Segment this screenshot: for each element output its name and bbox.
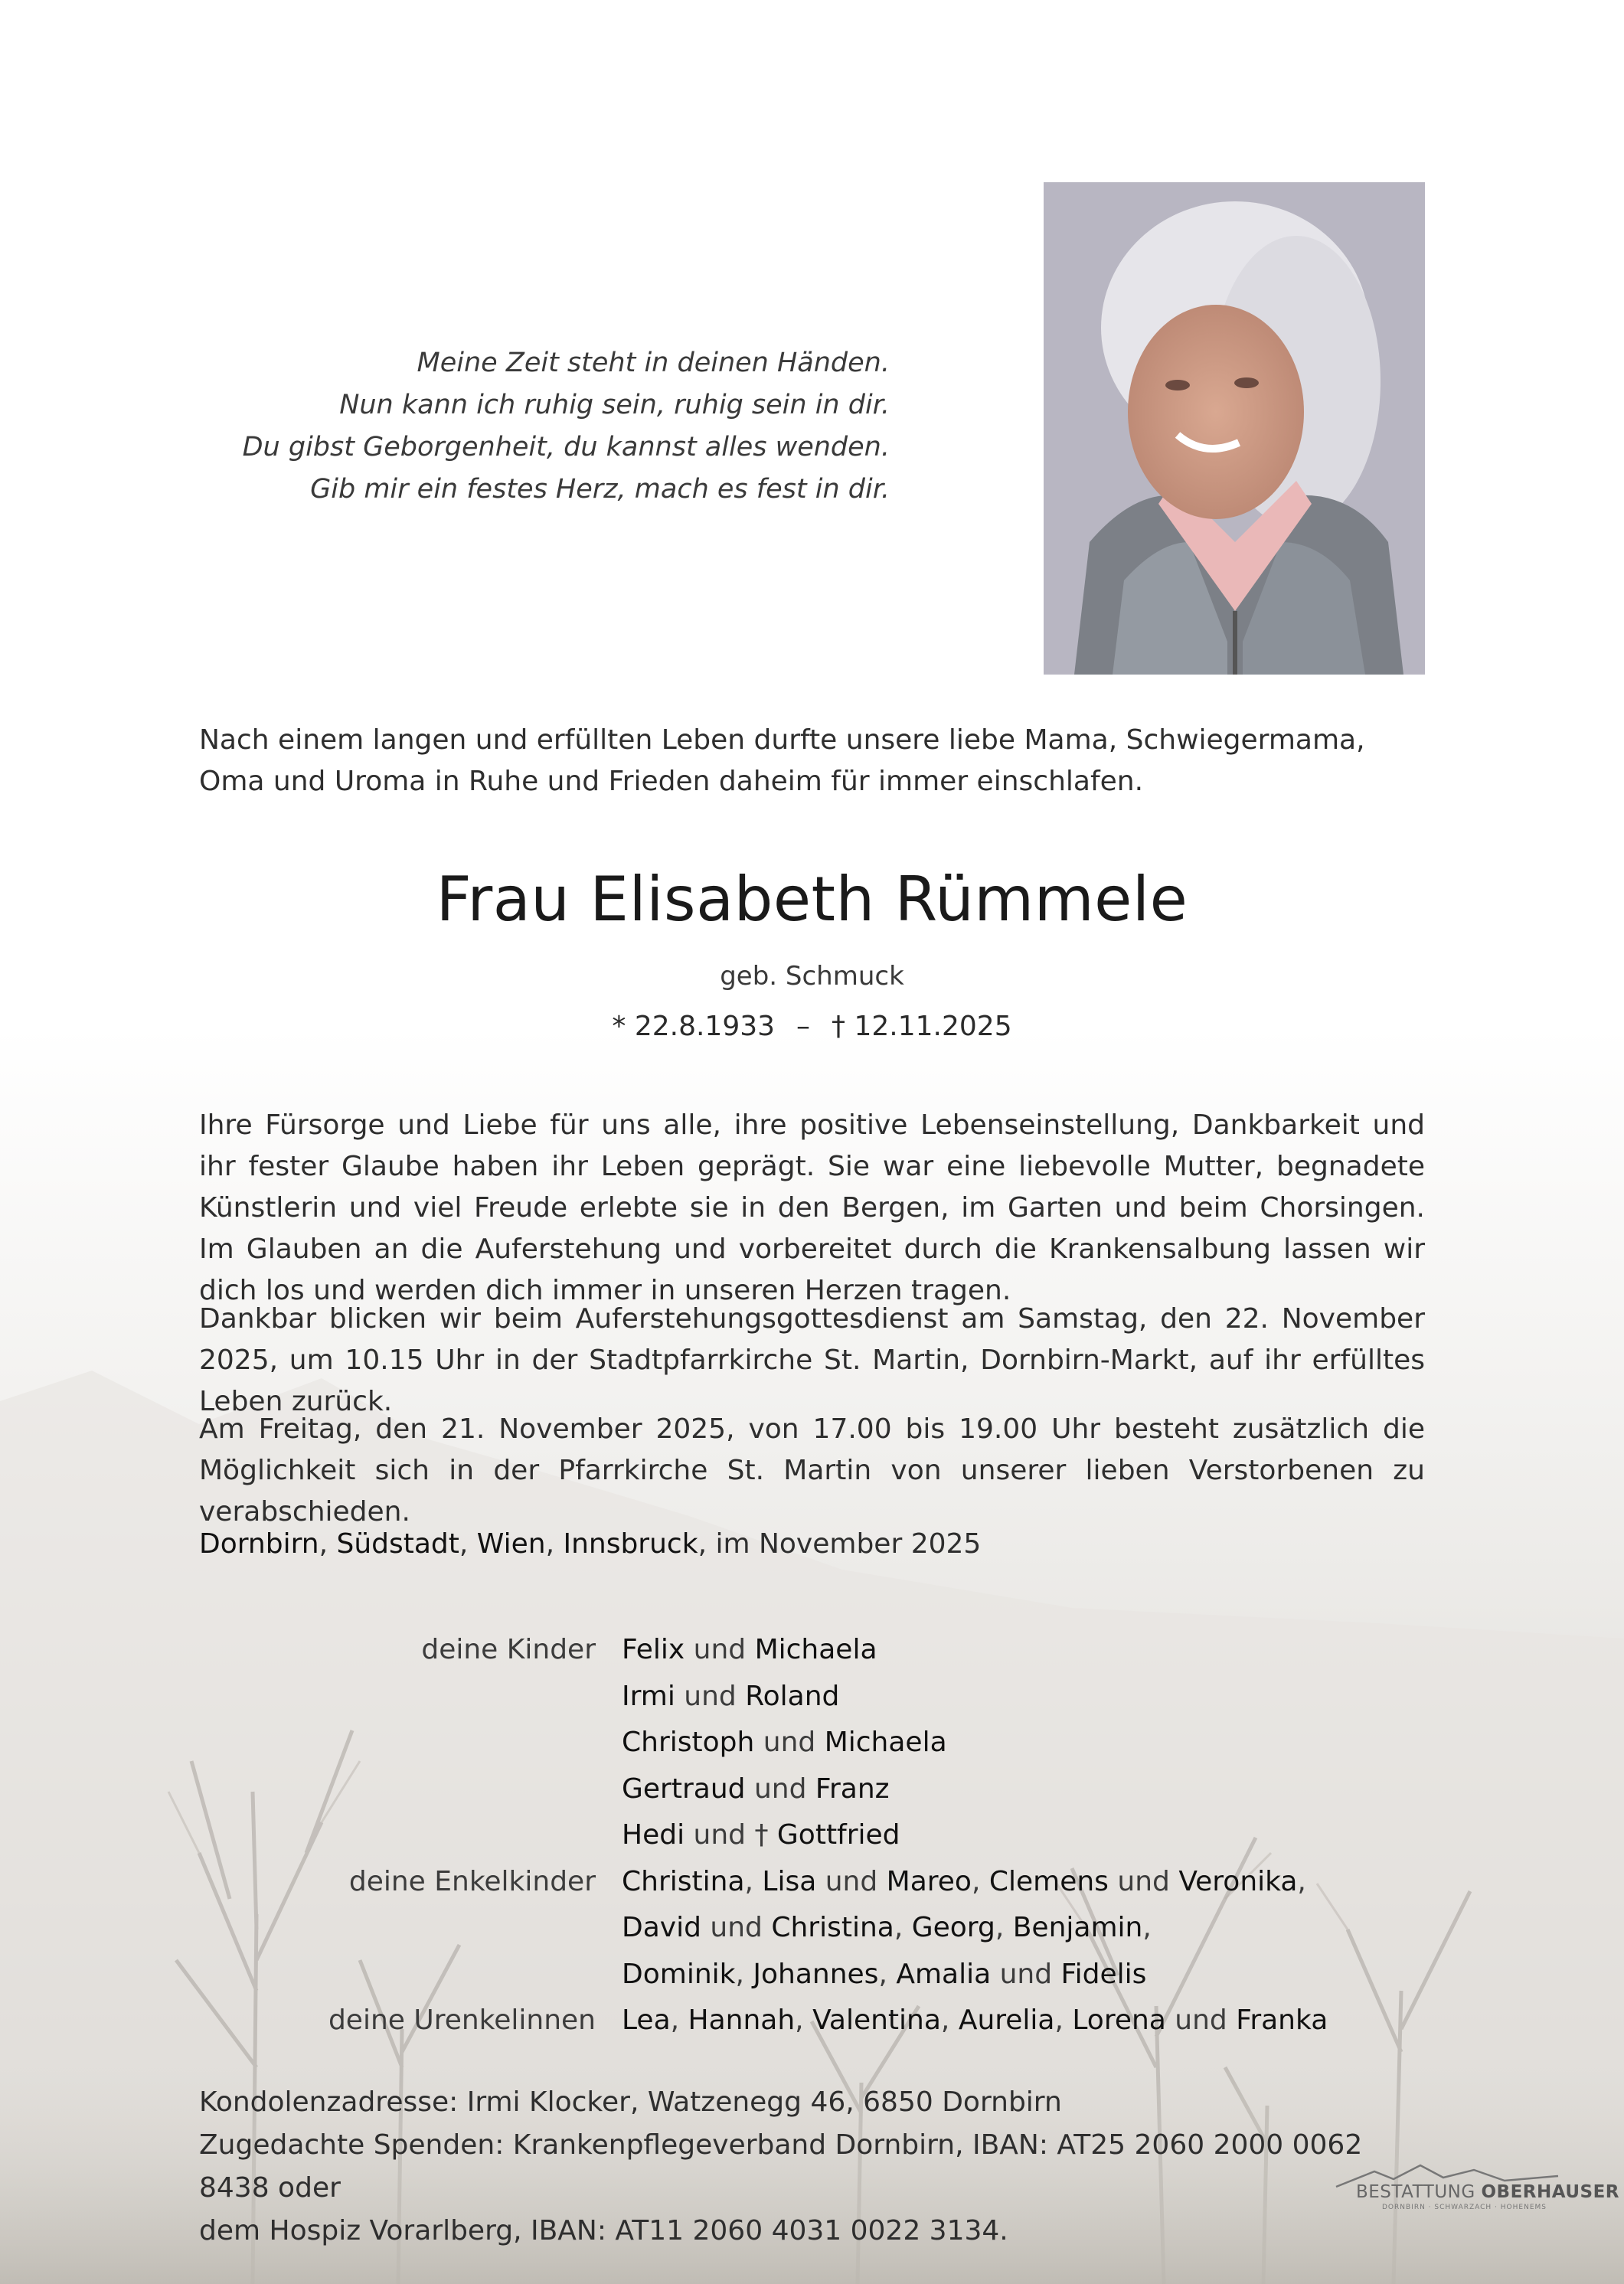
family-member-name: Christina (622, 1865, 745, 1897)
town: Dornbirn (199, 1528, 319, 1560)
family-member-name: Benjamin (1012, 1912, 1143, 1943)
family-member-name: Georg (911, 1912, 995, 1943)
family-group-label: deine Urenkelinnen (328, 2005, 596, 2036)
family-names (622, 1674, 839, 1720)
family-connector: und (991, 1958, 1061, 1990)
date-separator: – (796, 1011, 811, 1042)
family-member-name: Johannes (753, 1958, 879, 1990)
family-member-name: Dominik (622, 1958, 736, 1990)
family-member-name: Michaela (754, 1634, 877, 1665)
family-member-name: Roland (745, 1680, 840, 1712)
family-names (622, 1998, 1328, 2044)
family-member-name: Franka (1236, 2005, 1328, 2036)
condolence-address: Kondolenzadresse: Irmi Klocker, Watzenegg 46, 6850 Dornbirn (199, 2086, 1062, 2118)
family-connector: und (1165, 2005, 1237, 2036)
service-paragraph: Dankbar blicken wir beim Auferstehungsgottesdienst am Samstag, den 22. November 2025, um 10.15 Uhr in der Stadtpfarrkirche St. Martin, Dornbirn-Markt, auf ihr erfülltes Leben zurück. (199, 1303, 1425, 1417)
family-connector: und (816, 1865, 887, 1897)
family-member-name: Hannah (688, 2005, 796, 2036)
place-suffix: , im November 2025 (698, 1528, 982, 1560)
poem (230, 342, 890, 511)
town: Innsbruck (563, 1528, 698, 1560)
donation-line: Zugedachte Spenden: Krankenpflegeverband Dornbirn, IBAN: AT25 2060 2000 0062 8438 oder (199, 2129, 1363, 2204)
family-connector: , (995, 1912, 1013, 1943)
family-connector: , (795, 2005, 813, 2036)
farewell-paragraph: Am Freitag, den 21. November 2025, von 17.00 bis 19.00 Uhr besteht zusätzlich die Möglichkeit sich in der Pfarrkirche St. Martin von unserer lieben Verstorbenen zu verabschieden. (199, 1413, 1425, 1528)
family-connector: und (701, 1912, 772, 1943)
family-member-name: Mareo (886, 1865, 972, 1897)
logo-word-1: BESTATTUNG (1356, 2182, 1475, 2202)
portrait-photo (1044, 182, 1425, 675)
family-row (199, 1766, 1425, 1813)
family-member-name: Gertraud (622, 1773, 746, 1805)
family-connector: und (1108, 1865, 1179, 1897)
family-row (199, 1674, 1425, 1720)
family-member-name: Christoph (622, 1727, 755, 1758)
family-group-label (199, 1812, 622, 1859)
poem-line: Meine Zeit steht in deinen Händen. (417, 348, 890, 378)
family-connector: , (744, 1865, 763, 1897)
family-member-name: Michaela (824, 1727, 947, 1758)
family-member-name: Irmi (622, 1680, 675, 1712)
family-member-name: Amalia (896, 1958, 992, 1990)
family-row (199, 1627, 1425, 1674)
poem-line: Gib mir ein festes Herz, mach es fest in dir. (310, 474, 890, 505)
family-row (199, 1952, 1425, 1998)
life-dates (0, 1011, 1624, 1042)
family-group-label (199, 1720, 622, 1766)
poem-line: Nun kann ich ruhig sein, ruhig sein in dir. (339, 390, 890, 420)
funeral-home-logo (1328, 2161, 1620, 2214)
town: Südstadt (336, 1528, 459, 1560)
family-row (199, 1812, 1425, 1859)
family-names (622, 1812, 900, 1859)
footer-info (199, 2081, 1425, 2253)
family-connector: und (685, 1634, 755, 1665)
family-connector: , (878, 1958, 897, 1990)
family-row (199, 1720, 1425, 1766)
family-member-name: David (622, 1912, 701, 1943)
intro-text: Nach einem langen und erfüllten Leben durfte unsere liebe Mama, Schwiegermama, Oma und Uroma in Ruhe und Frieden daheim für immer einschlafen. (199, 724, 1365, 797)
family-member-name: Aurelia (958, 2005, 1055, 2036)
family-names (622, 1720, 947, 1766)
family-group-label (199, 1674, 622, 1720)
family-connector: und † (685, 1819, 777, 1851)
family-connector: , (971, 1865, 989, 1897)
family-group-label: deine Enkelkinder (348, 1865, 596, 1897)
family-connector: , (1297, 1865, 1306, 1897)
maiden-name: geb. Schmuck (720, 961, 904, 992)
family-names (622, 1627, 877, 1674)
family-row (199, 1905, 1425, 1952)
family-group-label (199, 1766, 622, 1813)
logo-wordmark (1356, 2182, 1619, 2202)
family-member-name: Gottfried (776, 1819, 900, 1851)
family-connector: und (754, 1727, 825, 1758)
family-connector: , (670, 2005, 688, 2036)
family-member-name: Felix (622, 1634, 685, 1665)
family-list (199, 1627, 1425, 2044)
town: Wien (476, 1528, 546, 1560)
family-member-name: Hedi (622, 1819, 685, 1851)
tribute-paragraph: Ihre Fürsorge und Liebe für uns alle, ihre positive Lebenseinstellung, Dankbarkeit und ihr fester Glaube haben ihr Leben geprägt. Sie war eine liebevolle Mutter, begnadete Künstlerin und viel Freude erlebte sie in den Bergen, im Garten und beim Chorsingen. Im Glauben an die Auferstehung und vorbereitet durch die Krankensalbung lassen wir dich los und werden dich immer in unseren Herzen tragen. (199, 1109, 1425, 1306)
family-connector: , (1054, 2005, 1073, 2036)
family-names (622, 1952, 1146, 1998)
donation-line: dem Hospiz Vorarlberg, IBAN: AT11 2060 4031 0022 3134. (199, 2215, 1008, 2246)
place-and-date: Dornbirn, Südstadt, Wien, Innsbruck, im November 2025 (199, 1528, 982, 1560)
family-connector: und (675, 1680, 746, 1712)
family-group-label: deine Kinder (421, 1634, 596, 1665)
family-connector: , (1142, 1912, 1152, 1943)
family-row (199, 1998, 1425, 2044)
death-date: † 12.11.2025 (832, 1011, 1012, 1042)
family-names (622, 1905, 1152, 1952)
family-connector: , (940, 2005, 959, 2036)
family-member-name: Clemens (988, 1865, 1109, 1897)
family-member-name: Lea (622, 2005, 671, 2036)
logo-subline: DORNBIRN · SCHWARZACH · HOHENEMS (1382, 2204, 1547, 2211)
family-member-name: Veronika (1178, 1865, 1298, 1897)
family-row (199, 1859, 1425, 1906)
family-names (622, 1859, 1306, 1906)
family-member-name: Valentina (812, 2005, 941, 2036)
deceased-name: Frau Elisabeth Rümmele (436, 864, 1188, 935)
family-member-name: Fidelis (1060, 1958, 1147, 1990)
birth-date: * 22.8.1933 (612, 1011, 776, 1042)
family-connector: , (735, 1958, 753, 1990)
family-group-label (199, 1952, 622, 1998)
family-member-name: Lisa (762, 1865, 817, 1897)
family-connector: und (745, 1773, 815, 1805)
poem-line: Du gibst Geborgenheit, du kannst alles wenden. (242, 432, 890, 462)
family-names (622, 1766, 890, 1813)
family-member-name: Christina (771, 1912, 894, 1943)
family-member-name: Franz (815, 1773, 890, 1805)
family-connector: , (894, 1912, 912, 1943)
family-group-label (199, 1905, 622, 1952)
family-member-name: Lorena (1072, 2005, 1166, 2036)
logo-word-2: OBERHAUSER (1481, 2182, 1620, 2202)
